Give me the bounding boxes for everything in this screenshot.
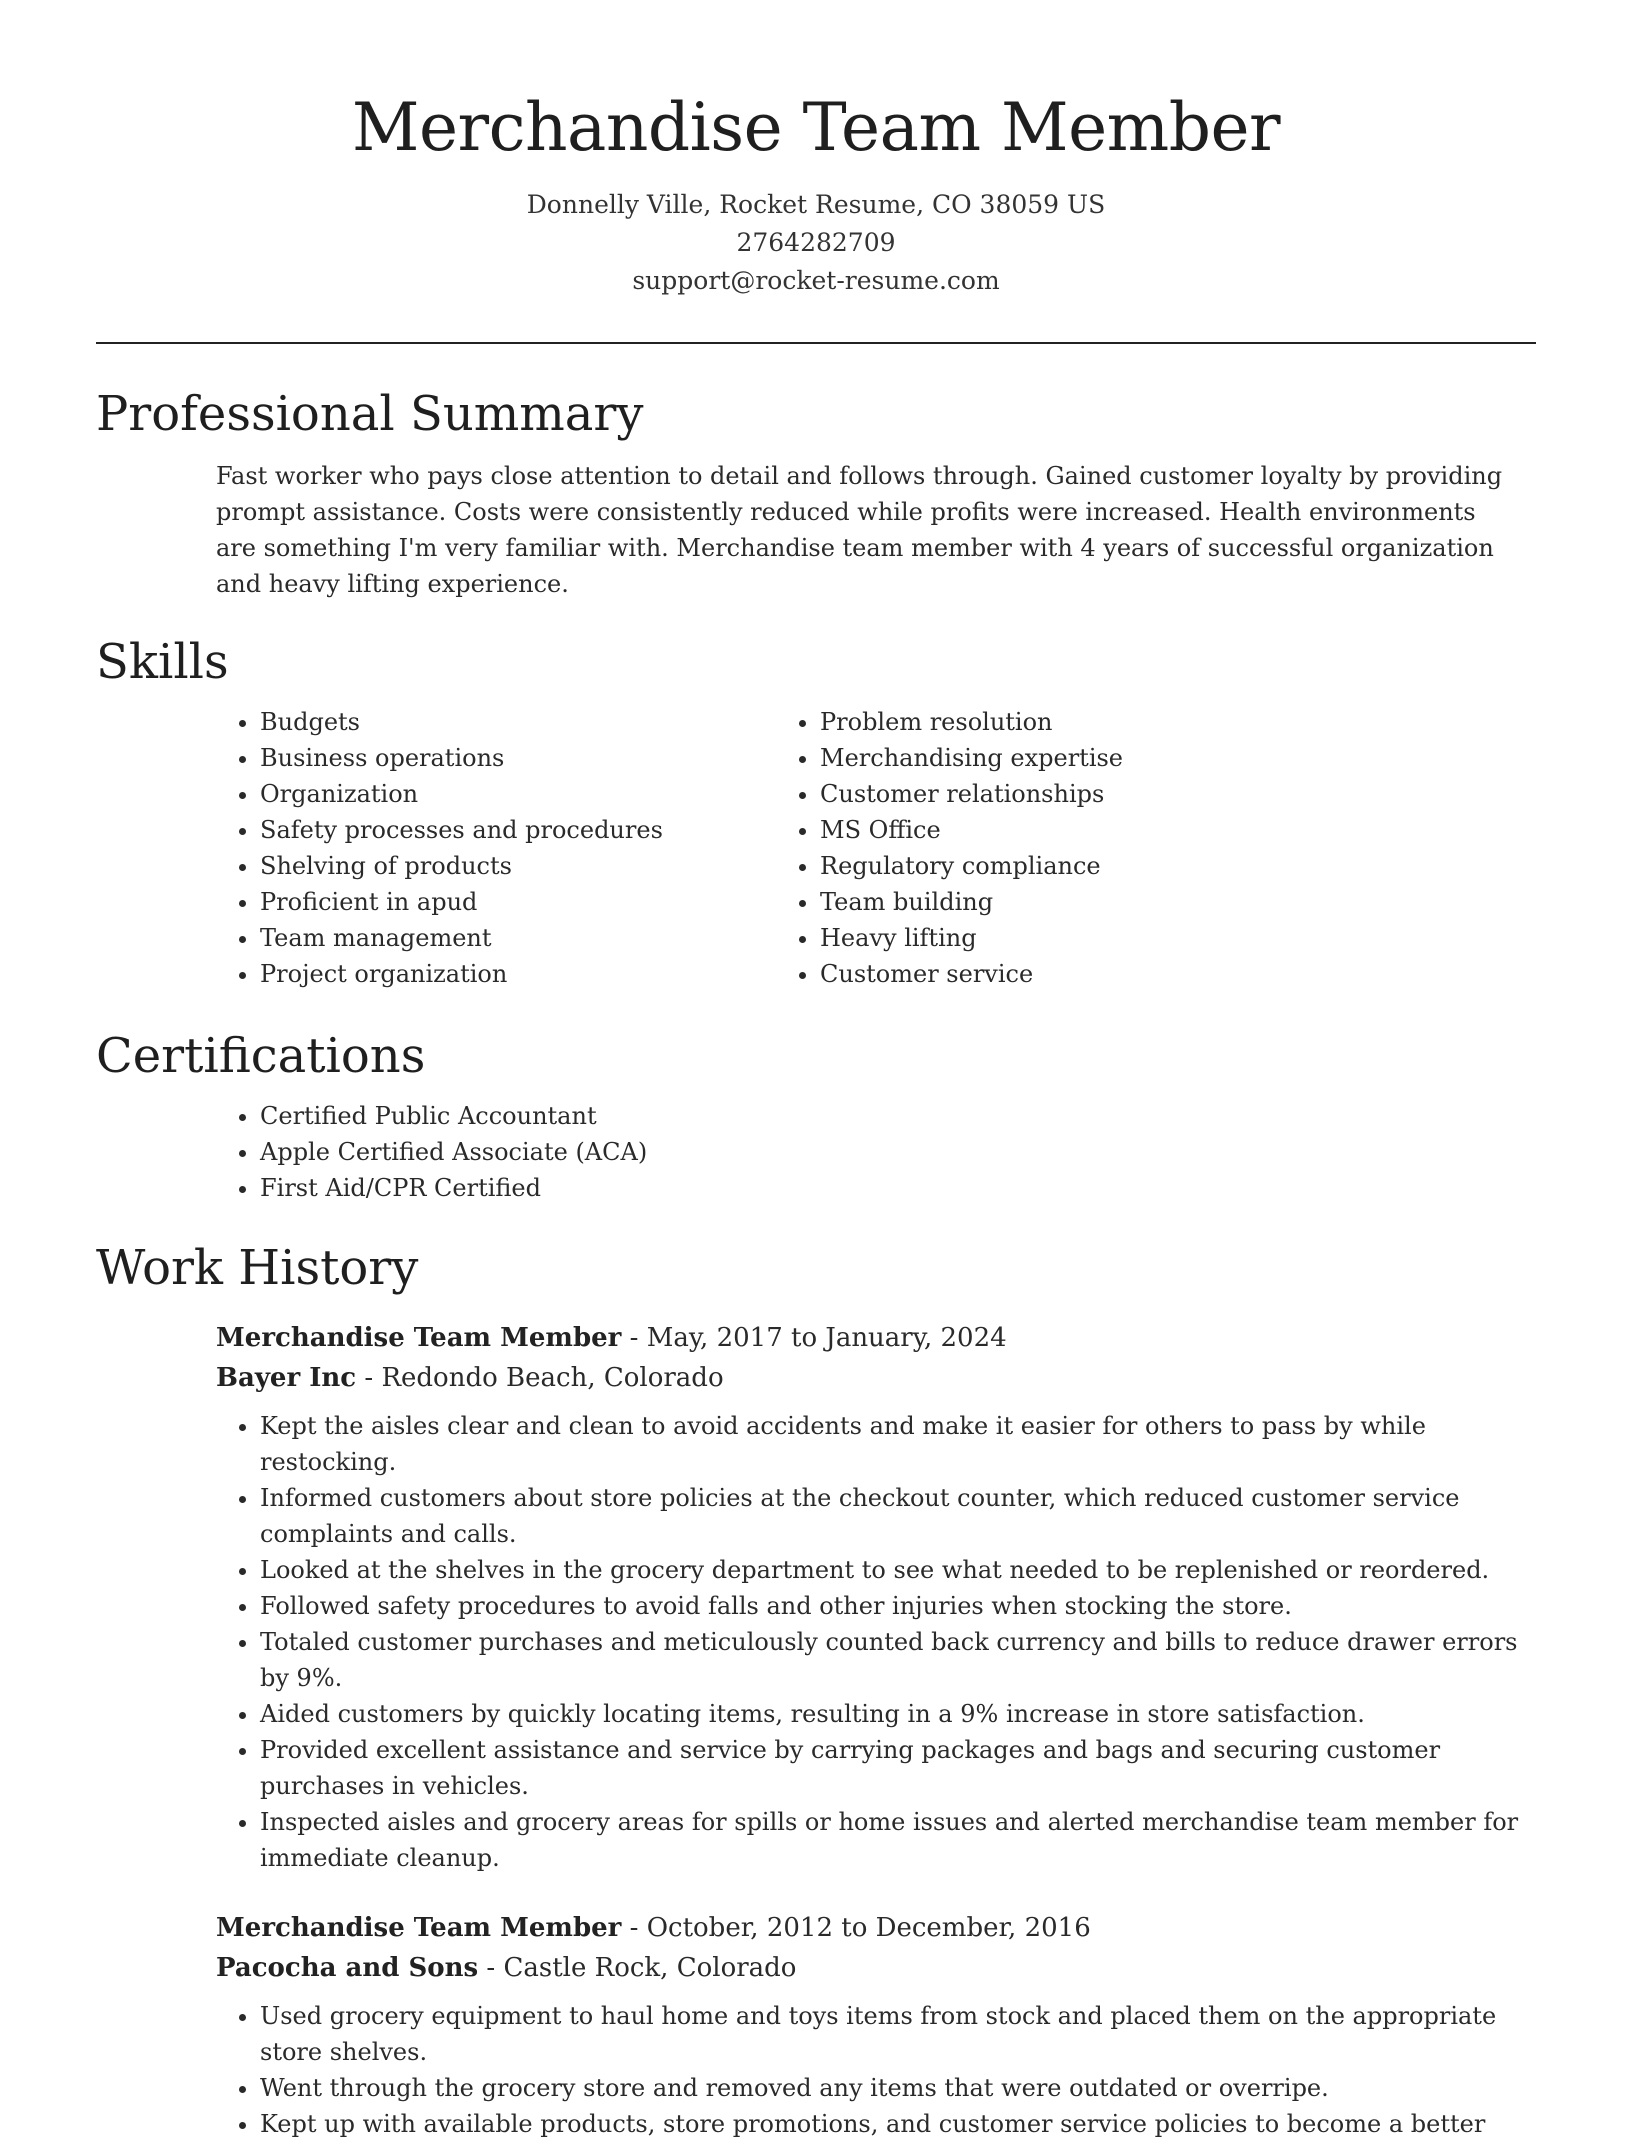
header-divider bbox=[96, 342, 1536, 344]
job-duties-list bbox=[216, 1408, 1536, 1876]
summary-heading: Professional Summary bbox=[96, 386, 644, 442]
job-company: Bayer Inc bbox=[216, 1363, 357, 1393]
skills-list-left bbox=[96, 704, 746, 992]
skills-list-right bbox=[746, 704, 1536, 992]
job-duties-list bbox=[216, 1998, 1536, 2142]
job-company: Pacocha and Sons bbox=[216, 1953, 479, 1983]
skill-item: • Proficient in apud bbox=[260, 884, 746, 920]
job-duty-item: • Inspected aisles and grocery areas for spills or home issues and alerted merchandise team member for immediate cleanup. bbox=[260, 1804, 1536, 1876]
skill-item: • Business operations bbox=[260, 740, 746, 776]
skill-item: • Customer service bbox=[820, 956, 1536, 992]
skill-item: • Organization bbox=[260, 776, 746, 812]
skill-item: • Shelving of products bbox=[260, 848, 746, 884]
address-text: Donnelly Ville, Rocket Resume, CO 38059 US bbox=[526, 190, 1106, 219]
skill-item: • Safety processes and procedures bbox=[260, 812, 746, 848]
job-title-line: Merchandise Team Member - May, 2017 to January, 2024 bbox=[216, 1323, 1007, 1353]
skill-item: • Project organization bbox=[260, 956, 746, 992]
skill-item: • Regulatory compliance bbox=[820, 848, 1536, 884]
summary-paragraph: Fast worker who pays close attention to detail and follows through. Gained customer loyalty by providing prompt assistance. Costs were consistently reduced while profits were increased. Health environments are something I'm very familiar with. Merchandise team member with 4 years of successful organization and heavy lifting experience. bbox=[216, 462, 1503, 598]
job-dates: October, 2012 to December, 2016 bbox=[646, 1913, 1091, 1943]
email-text: support@rocket-resume.com bbox=[632, 266, 1000, 295]
skills-columns bbox=[96, 694, 1536, 992]
skills-heading: Skills bbox=[96, 634, 229, 690]
certifications-heading: Certifications bbox=[96, 1028, 426, 1084]
skill-item: • Team building bbox=[820, 884, 1536, 920]
phone-text: 2764282709 bbox=[736, 228, 896, 257]
certification-item: • First Aid/CPR Certified bbox=[260, 1170, 1536, 1206]
job-company-line: Bayer Inc - Redondo Beach, Colorado bbox=[216, 1363, 724, 1393]
job-duty-item: • Aided customers by quickly locating items, resulting in a 9% increase in store satisfaction. bbox=[260, 1696, 1536, 1732]
work-history-section bbox=[96, 1236, 1536, 2142]
skill-item: • Team management bbox=[260, 920, 746, 956]
skill-item: • Problem resolution bbox=[820, 704, 1536, 740]
job-dates: May, 2017 to January, 2024 bbox=[646, 1323, 1007, 1353]
job-location: Redondo Beach, Colorado bbox=[381, 1363, 724, 1393]
job-entry bbox=[216, 1908, 1536, 2142]
certifications-section bbox=[96, 1024, 1536, 1206]
job-duty-item: • Followed safety procedures to avoid falls and other injuries when stocking the store. bbox=[260, 1588, 1536, 1624]
skill-item: • Budgets bbox=[260, 704, 746, 740]
job-duty-item: • Kept the aisles clear and clean to avoid accidents and make it easier for others to pass by while restocking. bbox=[260, 1408, 1536, 1480]
certification-item: • Apple Certified Associate (ACA) bbox=[260, 1134, 1536, 1170]
skill-item: • Customer relationships bbox=[820, 776, 1536, 812]
job-duty-item: • Totaled customer purchases and meticulously counted back currency and bills to reduce drawer errors by 9%. bbox=[260, 1624, 1536, 1696]
certification-item: • Certified Public Accountant bbox=[260, 1098, 1536, 1134]
skill-item: • Heavy lifting bbox=[820, 920, 1536, 956]
job-title: Merchandise Team Member bbox=[216, 1323, 622, 1353]
contact-block bbox=[0, 186, 1632, 300]
certifications-list bbox=[96, 1098, 1536, 1206]
skill-item: • MS Office bbox=[820, 812, 1536, 848]
job-title-line: Merchandise Team Member - October, 2012 to December, 2016 bbox=[216, 1913, 1091, 1943]
skills-section bbox=[96, 630, 1536, 992]
job-duty-item: • Provided excellent assistance and service by carrying packages and bags and securing customer purchases in vehicles. bbox=[260, 1732, 1536, 1804]
work-history-heading: Work History bbox=[96, 1240, 419, 1296]
resume-header bbox=[0, 78, 1632, 300]
job-location: Castle Rock, Colorado bbox=[503, 1953, 797, 1983]
summary-section bbox=[96, 382, 1536, 602]
job-duty-item: • Used grocery equipment to haul home and toys items from stock and placed them on the appropriate store shelves. bbox=[260, 1998, 1536, 2070]
candidate-name: Merchandise Team Member bbox=[351, 89, 1281, 166]
job-duty-item: • Kept up with available products, store promotions, and customer service policies to become a better bbox=[260, 2106, 1536, 2142]
skill-item: • Merchandising expertise bbox=[820, 740, 1536, 776]
job-company-line: Pacocha and Sons - Castle Rock, Colorado bbox=[216, 1953, 797, 1983]
job-title: Merchandise Team Member bbox=[216, 1913, 622, 1943]
job-duty-item: • Went through the grocery store and removed any items that were outdated or overripe. bbox=[260, 2070, 1536, 2106]
job-entry bbox=[216, 1318, 1536, 1876]
job-duty-item: • Looked at the shelves in the grocery department to see what needed to be replenished or reordered. bbox=[260, 1552, 1536, 1588]
job-duty-item: • Informed customers about store policies at the checkout counter, which reduced customer service complaints and calls. bbox=[260, 1480, 1536, 1552]
